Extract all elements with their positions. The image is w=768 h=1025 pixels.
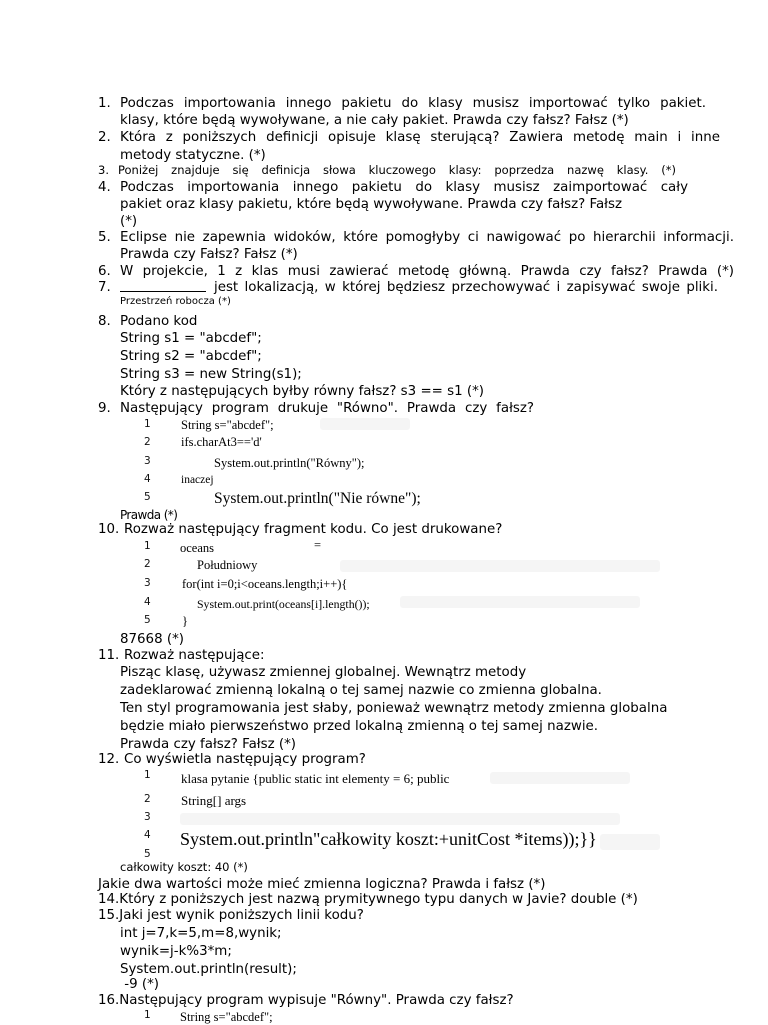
q15-text-line1: 15.Jaki jest wynik poniższych linii kodu? (98, 908, 364, 923)
q11-text-line5: będzie miało pierwszeństwo przed lokalną zmienną o tej samej nazwie. (120, 719, 599, 734)
code-line-number: 1 (144, 540, 151, 552)
q16-text-line1: 16.Następujący program wypisuje "Równy". Prawda czy fałsz? (98, 993, 514, 1008)
q10-snippet-line4: System.out.print(oceans[i].length()); (197, 597, 370, 611)
q2-text-line2: metody statyczne. (*) (120, 148, 266, 163)
q9-snippet-line4: inaczej (181, 474, 214, 486)
q10-snippet-line3: for(int i=0;i<oceans.length;i++){ (182, 577, 348, 591)
q10-text-line1: Rozważ następujący fragment kodu. Co jest drukowane? (124, 522, 503, 537)
q4-text-line3: (*) (120, 214, 138, 229)
q14-text-line1: 14.Który z poniższych jest nazwą prymitywnego typu danych w Javie? double (*) (98, 892, 638, 907)
q8-code-line1: String s1 = "abcdef"; (120, 331, 262, 346)
scan-smudge (490, 772, 630, 784)
q3-text-line1: Poniżej znajduje się definicja słowa kluczowego klasy: poprzedza nazwę klasy. (*) (118, 163, 676, 177)
q9-text-line1: Następujący program drukuje "Równo". Prawda czy fałsz? (120, 401, 534, 416)
q12-snippet-line2: String[] args (181, 793, 247, 808)
q9-snippet-line1: String s="abcdef"; (181, 418, 274, 432)
q7-answer: Przestrzeń robocza (*) (120, 296, 231, 307)
scan-smudge (600, 834, 660, 850)
q15-code-line2: wynik=j-k%3*m; (120, 944, 232, 959)
q11-text-line3: zadeklarować zmienną lokalną o tej samej nazwie co zmienna globalna. (120, 683, 602, 698)
q4-text-line2: pakiet oraz klasy pakietu, które będą wywoływane. Prawda czy fałsz? Fałsz (120, 197, 622, 212)
q5-text-line1: Eclipse nie zapewnia widoków, które pomogłyby ci nawigować po hierarchii informacji. (120, 230, 734, 245)
code-line-number: 4 (144, 596, 151, 608)
code-line-number: 2 (144, 558, 151, 570)
q11-number: 11. (98, 648, 120, 663)
q10-answer: 87668 (*) (120, 632, 184, 647)
q8-code-line2: String s2 = "abcdef"; (120, 349, 262, 364)
code-line-number: 5 (144, 491, 151, 503)
scan-smudge (400, 596, 640, 608)
code-line-number: 5 (144, 848, 151, 860)
code-line-number: 2 (144, 793, 151, 805)
q15-answer: -9 (*) (120, 977, 160, 992)
q13-text-line1: Jakie dwa wartości może mieć zmienna logiczna? Prawda i fałsz (*) (98, 877, 546, 892)
code-line-number: 3 (144, 455, 151, 467)
q10-number: 10. (98, 522, 120, 537)
q7-blank (120, 279, 206, 297)
q11-text-line1: Rozważ następujące: (124, 648, 265, 663)
q1-number: 1. (98, 96, 111, 111)
q2-number: 2. (98, 130, 111, 145)
q10-snippet-line2: Południowy (197, 558, 258, 572)
code-line-number: 4 (144, 829, 151, 841)
q5-text-line2: Prawda czy Fałsz? Fałsz (*) (120, 247, 298, 262)
q4-number: 4. (98, 180, 111, 195)
q9-snippet-line3: System.out.println("Równy"); (214, 456, 365, 470)
q9-number: 9. (98, 401, 111, 416)
q12-answer: całkowity koszt: 40 (*) (120, 860, 248, 874)
q10-snippet-line1a: oceans (180, 541, 215, 555)
q8-code-line3: String s3 = new String(s1); (120, 367, 302, 382)
q10-snippet-line5: } (182, 614, 188, 628)
q11-text-line6: Prawda czy fałsz? Fałsz (*) (120, 737, 297, 752)
q8-text-line1: Podano kod (120, 314, 198, 329)
code-line-number: 4 (144, 473, 151, 485)
code-line-number: 2 (144, 436, 151, 448)
q12-snippet-line1: klasa pytanie {public static int elementy = 6; public (181, 771, 450, 786)
q4-text-line1: Podczas importowania innego pakietu do klasy musisz zaimportować cały (120, 180, 688, 195)
q12-number: 12. (98, 752, 120, 767)
q9-answer: Prawda (*) (120, 508, 178, 522)
code-line-number: 3 (144, 811, 151, 823)
q9-snippet-line5: System.out.println("Nie równe"); (214, 490, 421, 507)
q15-code-line3: System.out.println(result); (120, 962, 297, 977)
scan-smudge (320, 418, 410, 430)
scan-smudge (180, 813, 620, 825)
code-line-number: 1 (144, 769, 151, 781)
q2-text-line1: Która z poniższych definicji opisuje klasę sterującą? Zawiera metodę main i inne (120, 130, 720, 145)
q8-text-line2: Który z następujących byłby równy fałsz? s3 == s1 (*) (120, 384, 485, 399)
q12-text-line1: Co wyświetla następujący program? (124, 752, 366, 767)
q6-text-line1: W projekcie, 1 z klas musi zawierać metodę główną. Prawda czy fałsz? Prawda (*) (120, 264, 734, 279)
code-line-number: 5 (144, 614, 151, 626)
code-line-number: 1 (144, 418, 151, 430)
q16-snippet-line1: String s="abcdef"; (180, 1010, 273, 1024)
q6-number: 6. (98, 264, 111, 279)
q7-text-line1: jest lokalizacją, w której będziesz przechowywać i zapisywać swoje pliki. (214, 280, 718, 295)
q7-number: 7. (98, 280, 111, 295)
q1-text-line2: klasy, które będą wywoływane, a nie cały pakiet. Prawda czy fałsz? Fałsz (*) (120, 113, 629, 128)
q3-number: 3. (98, 163, 109, 177)
scan-smudge (340, 560, 660, 572)
q12-snippet-line4: System.out.println"całkowity koszt:+unitCost *items));}} (180, 829, 597, 849)
q9-snippet-line2: ifs.charAt3=='d' (181, 435, 262, 449)
q1-text-line1: Podczas importowania innego pakietu do klasy musisz importować tylko pakiet. (120, 96, 706, 111)
q15-code-line1: int j=7,k=5,m=8,wynik; (120, 926, 282, 941)
code-line-number: 3 (144, 577, 151, 589)
q8-number: 8. (98, 314, 111, 329)
q11-text-line2: Pisząc klasę, używasz zmiennej globalnej. Wewnątrz metody (120, 665, 527, 680)
code-line-number: 1 (144, 1009, 151, 1021)
q5-number: 5. (98, 230, 111, 245)
q10-snippet-line1b: = (314, 538, 322, 552)
q11-text-line4: Ten styl programowania jest słaby, ponieważ wewnątrz metody zmienna globalna (120, 701, 668, 716)
fill-in-blank-line (120, 279, 206, 292)
